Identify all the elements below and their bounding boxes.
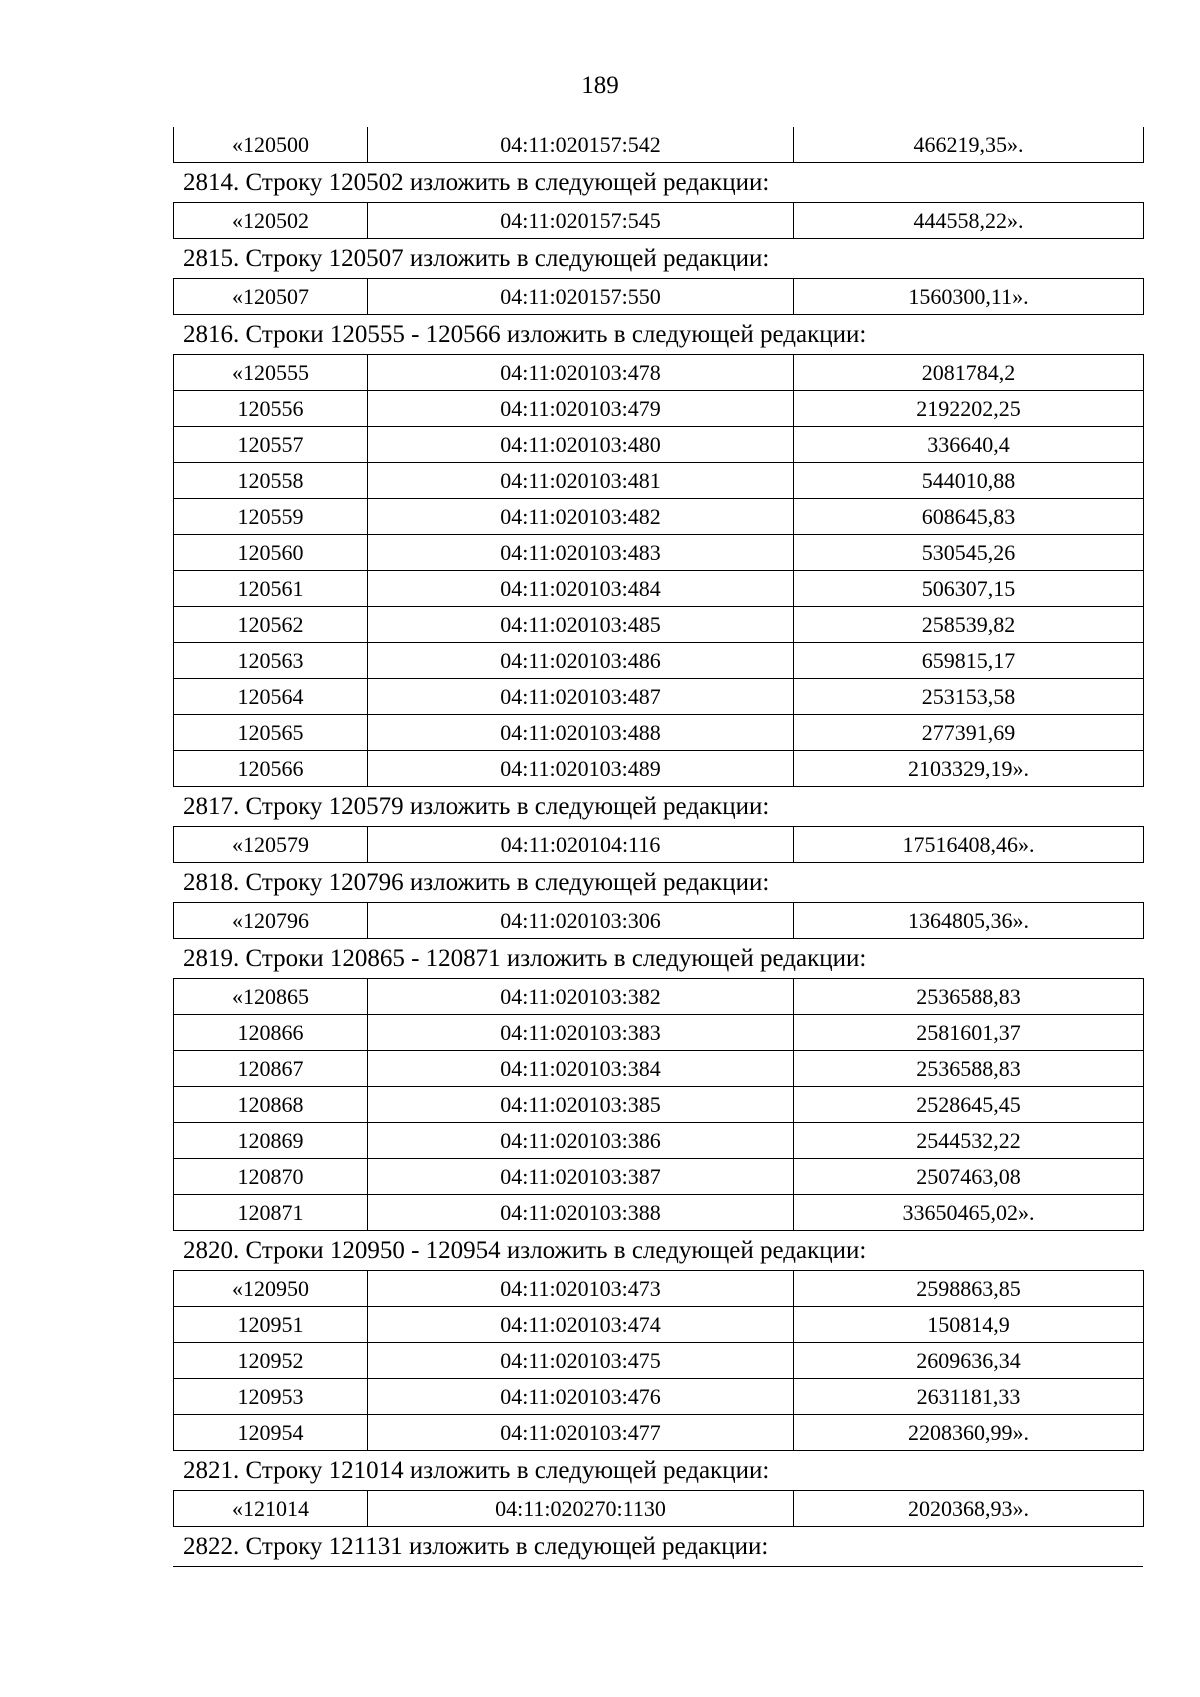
cadastral-number-cell: 04:11:020103:306 xyxy=(368,903,794,939)
cadastral-table xyxy=(173,278,1144,315)
row-number-cell: «120579 xyxy=(174,827,368,863)
row-number-cell: 120561 xyxy=(174,571,368,607)
row-number-cell: 120566 xyxy=(174,751,368,787)
table-row xyxy=(174,1379,1144,1415)
cadastral-table xyxy=(173,826,1144,863)
cadastral-number-cell: 04:11:020103:388 xyxy=(368,1195,794,1231)
cadastral-number-cell: 04:11:020103:480 xyxy=(368,427,794,463)
table-row xyxy=(174,903,1144,939)
cadastral-number-cell: 04:11:020103:474 xyxy=(368,1307,794,1343)
cadastral-table xyxy=(173,1490,1144,1527)
value-cell: 2103329,19». xyxy=(794,751,1144,787)
value-cell: 659815,17 xyxy=(794,643,1144,679)
cadastral-number-cell: 04:11:020103:486 xyxy=(368,643,794,679)
amendment-instruction: 2822. Строку 121131 изложить в следующей редакции: xyxy=(183,1533,769,1560)
value-cell: 2528645,45 xyxy=(794,1087,1144,1123)
value-cell: 2192202,25 xyxy=(794,391,1144,427)
value-cell: 336640,4 xyxy=(794,427,1144,463)
value-cell: 1364805,36». xyxy=(794,903,1144,939)
row-number-cell: 120562 xyxy=(174,607,368,643)
cadastral-table xyxy=(173,1270,1144,1451)
table-row xyxy=(174,571,1144,607)
value-cell: 544010,88 xyxy=(794,463,1144,499)
value-cell: 2507463,08 xyxy=(794,1159,1144,1195)
row-number-cell: «120507 xyxy=(174,279,368,315)
row-number-cell: 120868 xyxy=(174,1087,368,1123)
cadastral-number-cell: 04:11:020103:479 xyxy=(368,391,794,427)
cadastral-number-cell: 04:11:020103:385 xyxy=(368,1087,794,1123)
value-cell: 2581601,37 xyxy=(794,1015,1144,1051)
table-row xyxy=(174,607,1144,643)
value-cell: 2598863,85 xyxy=(794,1271,1144,1307)
row-number-cell: 120558 xyxy=(174,463,368,499)
cadastral-number-cell: 04:11:020157:542 xyxy=(368,127,794,163)
table-row xyxy=(174,463,1144,499)
table-row xyxy=(174,827,1144,863)
cadastral-number-cell: 04:11:020103:384 xyxy=(368,1051,794,1087)
bottom-rule xyxy=(173,1566,1143,1567)
cadastral-number-cell: 04:11:020103:488 xyxy=(368,715,794,751)
cadastral-table xyxy=(173,354,1144,787)
cadastral-number-cell: 04:11:020104:116 xyxy=(368,827,794,863)
table-row xyxy=(174,1051,1144,1087)
amendment-instruction: 2816. Строки 120555 - 120566 изложить в следующей редакции: xyxy=(183,321,867,348)
cadastral-number-cell: 04:11:020103:475 xyxy=(368,1343,794,1379)
amendment-instruction: 2821. Строку 121014 изложить в следующей редакции: xyxy=(183,1457,770,1484)
amendment-instruction: 2814. Строку 120502 изложить в следующей редакции: xyxy=(183,169,770,196)
row-number-cell: 120560 xyxy=(174,535,368,571)
cadastral-table xyxy=(173,978,1144,1231)
row-number-cell: «121014 xyxy=(174,1491,368,1527)
table-row xyxy=(174,355,1144,391)
value-cell: 2631181,33 xyxy=(794,1379,1144,1415)
amendment-instruction: 2815. Строку 120507 изложить в следующей редакции: xyxy=(183,245,770,272)
table-row xyxy=(174,1123,1144,1159)
cadastral-number-cell: 04:11:020103:478 xyxy=(368,355,794,391)
value-cell: 530545,26 xyxy=(794,535,1144,571)
cadastral-number-cell: 04:11:020103:473 xyxy=(368,1271,794,1307)
row-number-cell: 120952 xyxy=(174,1343,368,1379)
cadastral-number-cell: 04:11:020103:477 xyxy=(368,1415,794,1451)
row-number-cell: «120500 xyxy=(174,127,368,163)
value-cell: 466219,35». xyxy=(794,127,1144,163)
cadastral-table xyxy=(173,202,1144,239)
table-row xyxy=(174,1491,1144,1527)
page-number: 189 xyxy=(581,72,619,99)
row-number-cell: 120565 xyxy=(174,715,368,751)
cadastral-number-cell: 04:11:020103:482 xyxy=(368,499,794,535)
amendment-instruction: 2819. Строки 120865 - 120871 изложить в следующей редакции: xyxy=(183,945,867,972)
row-number-cell: 120867 xyxy=(174,1051,368,1087)
row-number-cell: 120951 xyxy=(174,1307,368,1343)
cadastral-number-cell: 04:11:020103:481 xyxy=(368,463,794,499)
cadastral-number-cell: 04:11:020103:382 xyxy=(368,979,794,1015)
table-row xyxy=(174,499,1144,535)
table-row xyxy=(174,391,1144,427)
cadastral-table xyxy=(173,902,1144,939)
table-row xyxy=(174,1415,1144,1451)
table-row xyxy=(174,1195,1144,1231)
value-cell: 444558,22». xyxy=(794,203,1144,239)
value-cell: 1560300,11». xyxy=(794,279,1144,315)
document-body xyxy=(173,127,1143,1567)
cadastral-number-cell: 04:11:020103:386 xyxy=(368,1123,794,1159)
table-row xyxy=(174,979,1144,1015)
cadastral-number-cell: 04:11:020157:550 xyxy=(368,279,794,315)
cadastral-number-cell: 04:11:020270:1130 xyxy=(368,1491,794,1527)
table-row xyxy=(174,643,1144,679)
table-row xyxy=(174,279,1144,315)
value-cell: 2081784,2 xyxy=(794,355,1144,391)
value-cell: 608645,83 xyxy=(794,499,1144,535)
cadastral-number-cell: 04:11:020103:489 xyxy=(368,751,794,787)
value-cell: 253153,58 xyxy=(794,679,1144,715)
table-row xyxy=(174,203,1144,239)
row-number-cell: 120563 xyxy=(174,643,368,679)
value-cell: 150814,9 xyxy=(794,1307,1144,1343)
row-number-cell: «120555 xyxy=(174,355,368,391)
table-row xyxy=(174,1307,1144,1343)
cadastral-number-cell: 04:11:020103:476 xyxy=(368,1379,794,1415)
value-cell: 17516408,46». xyxy=(794,827,1144,863)
row-number-cell: 120557 xyxy=(174,427,368,463)
cadastral-number-cell: 04:11:020103:487 xyxy=(368,679,794,715)
cadastral-number-cell: 04:11:020103:485 xyxy=(368,607,794,643)
table-row xyxy=(174,715,1144,751)
value-cell: 277391,69 xyxy=(794,715,1144,751)
row-number-cell: 120866 xyxy=(174,1015,368,1051)
amendment-instruction: 2817. Строку 120579 изложить в следующей редакции: xyxy=(183,793,770,820)
row-number-cell: «120865 xyxy=(174,979,368,1015)
value-cell: 2609636,34 xyxy=(794,1343,1144,1379)
row-number-cell: «120502 xyxy=(174,203,368,239)
value-cell: 2208360,99». xyxy=(794,1415,1144,1451)
value-cell: 2536588,83 xyxy=(794,979,1144,1015)
value-cell: 506307,15 xyxy=(794,571,1144,607)
cadastral-number-cell: 04:11:020103:387 xyxy=(368,1159,794,1195)
cadastral-table xyxy=(173,127,1144,163)
amendment-instruction: 2818. Строку 120796 изложить в следующей редакции: xyxy=(183,869,770,896)
table-row xyxy=(174,1271,1144,1307)
row-number-cell: 120954 xyxy=(174,1415,368,1451)
row-number-cell: «120796 xyxy=(174,903,368,939)
cadastral-number-cell: 04:11:020103:483 xyxy=(368,535,794,571)
amendment-instruction: 2820. Строки 120950 - 120954 изложить в следующей редакции: xyxy=(183,1237,867,1264)
row-number-cell: 120871 xyxy=(174,1195,368,1231)
row-number-cell: 120564 xyxy=(174,679,368,715)
value-cell: 2544532,22 xyxy=(794,1123,1144,1159)
row-number-cell: 120953 xyxy=(174,1379,368,1415)
value-cell: 2020368,93». xyxy=(794,1491,1144,1527)
row-number-cell: 120559 xyxy=(174,499,368,535)
value-cell: 33650465,02». xyxy=(794,1195,1144,1231)
table-row xyxy=(174,127,1144,163)
table-row xyxy=(174,679,1144,715)
cadastral-number-cell: 04:11:020103:383 xyxy=(368,1015,794,1051)
row-number-cell: 120556 xyxy=(174,391,368,427)
table-row xyxy=(174,535,1144,571)
row-number-cell: 120870 xyxy=(174,1159,368,1195)
row-number-cell: 120869 xyxy=(174,1123,368,1159)
cadastral-number-cell: 04:11:020103:484 xyxy=(368,571,794,607)
table-row xyxy=(174,1343,1144,1379)
table-row xyxy=(174,427,1144,463)
value-cell: 2536588,83 xyxy=(794,1051,1144,1087)
row-number-cell: «120950 xyxy=(174,1271,368,1307)
table-row xyxy=(174,1015,1144,1051)
table-row xyxy=(174,1087,1144,1123)
cadastral-number-cell: 04:11:020157:545 xyxy=(368,203,794,239)
table-row xyxy=(174,1159,1144,1195)
value-cell: 258539,82 xyxy=(794,607,1144,643)
table-row xyxy=(174,751,1144,787)
